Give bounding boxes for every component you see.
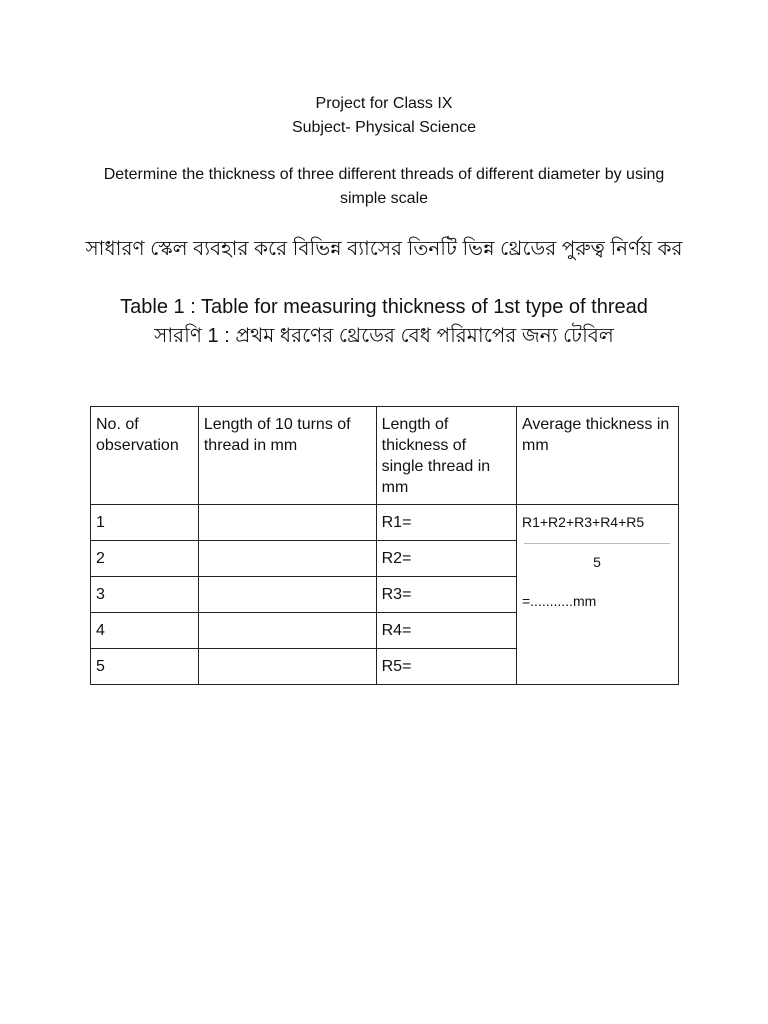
average-formula-denominator: 5 bbox=[593, 554, 601, 570]
table-header-row bbox=[91, 407, 679, 505]
observation-number-cell: 3 bbox=[91, 577, 199, 613]
length-10-turns-cell bbox=[198, 613, 376, 649]
fraction-bar bbox=[524, 543, 670, 544]
header-observation-number: No. of observation bbox=[91, 407, 199, 505]
average-formula-numerator: R1+R2+R3+R4+R5 bbox=[521, 514, 645, 530]
objective-bengali: সাধারণ স্কেল ব্যবহার করে বিভিন্ন ব্যাসের তিনটি ভিন্ন থ্রেডের পুরুত্ব নির্ণয় কর bbox=[85, 238, 683, 260]
project-title: Project for Class IX bbox=[315, 95, 453, 112]
length-10-turns-cell bbox=[198, 577, 376, 613]
observation-number-cell: 2 bbox=[91, 541, 199, 577]
subject-line: Subject- Physical Science bbox=[291, 119, 477, 136]
observation-number-cell: 1 bbox=[91, 505, 199, 541]
length-10-turns-cell bbox=[198, 505, 376, 541]
single-thread-cell: R2= bbox=[376, 541, 516, 577]
header-single-thread-thickness: Length of thickness of single thread in mm bbox=[376, 407, 516, 505]
observation-number-cell: 5 bbox=[91, 649, 199, 685]
table-title-bengali: সারণি 1 : প্রথম ধরণের থ্রেডের বেধ পরিমাপের জন্য টেবিল bbox=[154, 325, 614, 347]
average-result: =...........mm bbox=[521, 593, 597, 609]
table-title-english: Table 1 : Table for measuring thickness of 1st type of thread bbox=[120, 296, 648, 318]
single-thread-cell: R4= bbox=[376, 613, 516, 649]
single-thread-cell: R3= bbox=[376, 577, 516, 613]
single-thread-cell: R5= bbox=[376, 649, 516, 685]
length-10-turns-cell bbox=[198, 649, 376, 685]
observation-table bbox=[90, 406, 679, 685]
table-row bbox=[91, 505, 679, 541]
objective-english: Determine the thickness of three different threads of different diameter by using simple scale bbox=[103, 166, 665, 207]
length-10-turns-cell bbox=[198, 541, 376, 577]
single-thread-cell: R1= bbox=[376, 505, 516, 541]
average-thickness-cell bbox=[516, 505, 678, 685]
header-average-thickness: Average thickness in mm bbox=[516, 407, 678, 505]
observation-number-cell: 4 bbox=[91, 613, 199, 649]
header-length-10-turns: Length of 10 turns of thread in mm bbox=[198, 407, 376, 505]
